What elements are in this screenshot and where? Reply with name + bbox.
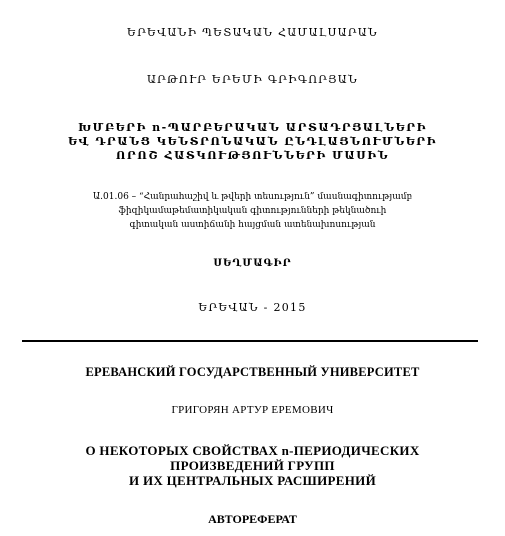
russian-title-line: И ИХ ЦЕНТРАЛЬНЫХ РАСШИРЕНИЙ	[129, 473, 376, 488]
armenian-title-line: ԽՄԲԵՐԻ n-ՊԱՐԲԵՐԱԿԱՆ ԱՐՏԱԴՐՅԱԼՆԵՐԻ	[78, 121, 427, 134]
armenian-city-year: ԵՐԵՎԱՆ - 2015	[198, 301, 307, 314]
armenian-title-line: ՈՐՈՇ ՀԱՏԿՈՒԹՅՈՒՆՆԵՐԻ ՄԱՍԻՆ	[115, 149, 390, 162]
russian-university: ЕРЕВАНСКИЙ ГОСУДАРСТВЕННЫЙ УНИВЕРСИТЕТ	[85, 365, 420, 379]
armenian-title-line: ԵՎ ԴՐԱՆՑ ԿԵՆՏՐՈՆԱԿԱՆ ԸՆԴԼԱՅՆՈՒՄՆԵՐԻ	[67, 135, 438, 148]
armenian-genre: ՍԵՂՄԱԳԻՐ	[213, 258, 292, 269]
armenian-specialty-line: գիտական աստիճանի հայցման ատենախոսության	[129, 220, 376, 230]
russian-title-line: ПРОИЗВЕДЕНИЙ ГРУПП	[170, 458, 335, 473]
armenian-specialty-line: ֆիզիկամաթեմատիկական գիտությունների թեկնածուի	[118, 206, 387, 216]
russian-title-line: О НЕКОТОРЫХ СВОЙСТВАХ n-ПЕРИОДИЧЕСКИХ	[85, 443, 420, 458]
armenian-specialty-line: Ա.01.06 – “Հանրահաշիվ և թվերի տեսություն” մասնագիտությամբ	[92, 192, 413, 202]
russian-genre: АВТОРЕФЕРАТ	[208, 512, 297, 526]
armenian-author: ԱՐԹՈՒՐ ԵՐԵՄԻ ԳՐԻԳՈՐՅԱՆ	[146, 73, 359, 86]
section-divider	[22, 340, 478, 342]
russian-author: ГРИГОРЯН АРТУР ЕРЕМОВИЧ	[171, 404, 334, 416]
armenian-university: ԵՐԵՎԱՆԻ ՊԵՏԱԿԱՆ ՀԱՄԱԼՍԱՐԱՆ	[127, 26, 378, 39]
